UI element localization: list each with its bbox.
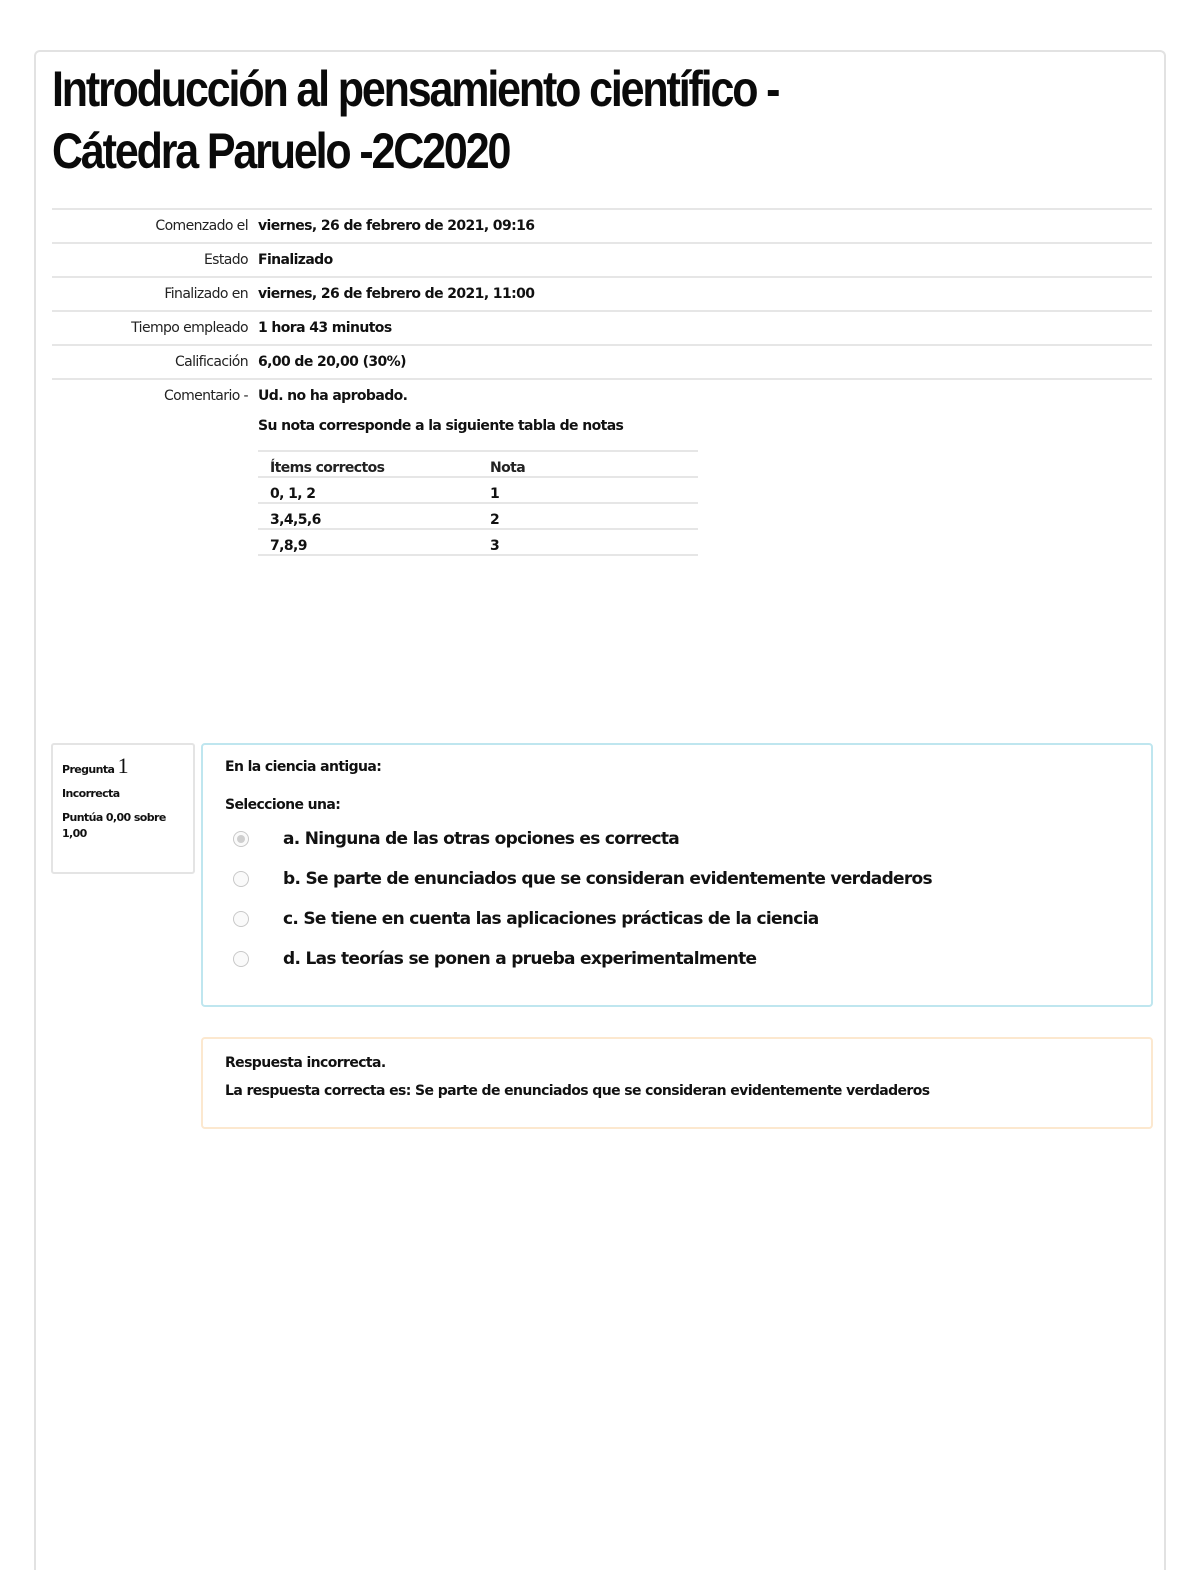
summary-value: 1 hora 43 minutos [258, 320, 392, 336]
answer-option-a[interactable] [225, 819, 1129, 859]
question-info-box [51, 743, 195, 874]
grade-scale-header: Nota [490, 460, 526, 476]
comment-line-intro: Su nota corresponde a la siguiente tabla de notas [258, 418, 624, 434]
grade-scale-table [258, 450, 698, 556]
question-grade: Puntúa 0,00 sobre 1,00 [62, 811, 166, 840]
summary-row-comment [52, 379, 1152, 592]
summary-label: Calificación [174, 354, 248, 370]
grade-scale-cell: 3,4,5,6 [270, 512, 321, 528]
question-number [62, 753, 184, 779]
grade-scale-cell: 2 [490, 512, 500, 528]
summary-row [52, 311, 1152, 345]
comment-content [256, 379, 1152, 592]
answer-option-label[interactable]: a. Ninguna de las otras opciones es correcta [283, 829, 680, 849]
radio-button-selected[interactable] [233, 831, 249, 847]
radio-button[interactable] [233, 951, 249, 967]
feedback-status: Respuesta incorrecta. [225, 1055, 386, 1071]
answer-option-label[interactable]: b. Se parte de enunciados que se consideran evidentemente verdaderos [283, 869, 932, 889]
answer-prompt: Seleccione una: [225, 797, 341, 813]
page-title: Introducción al pensamiento científico - Cátedra Paruelo -2C2020 [52, 61, 779, 179]
answer-option-label[interactable]: c. Se tiene en cuenta las aplicaciones prácticas de la ciencia [283, 909, 819, 929]
feedback-box [201, 1037, 1153, 1129]
question-content-box [201, 743, 1153, 1007]
summary-value: viernes, 26 de febrero de 2021, 09:16 [258, 218, 535, 234]
summary-value: viernes, 26 de febrero de 2021, 11:00 [258, 286, 535, 302]
summary-value: Finalizado [258, 252, 333, 268]
grade-scale-row [258, 503, 698, 529]
summary-row [52, 209, 1152, 243]
grade-scale-header-row [258, 451, 698, 477]
grade-scale-row [258, 529, 698, 555]
summary-label: Finalizado en [164, 286, 248, 302]
summary-row [52, 345, 1152, 379]
summary-row [52, 277, 1152, 311]
grade-scale-cell: 7,8,9 [270, 538, 307, 554]
summary-label: Comenzado el [155, 218, 248, 234]
grade-scale-cell: 1 [490, 486, 500, 502]
question-text: En la ciencia antigua: [225, 759, 382, 775]
summary-value: 6,00 de 20,00 (30%) [258, 354, 406, 370]
summary-label: Tiempo empleado [131, 320, 248, 336]
comment-line-result: Ud. no ha aprobado. [258, 388, 408, 404]
feedback-correct-answer: La respuesta correcta es: Se parte de enunciados que se consideran evidentemente verdaderos [225, 1083, 930, 1099]
question-label: Pregunta [62, 763, 115, 776]
summary-label: Estado [203, 252, 248, 268]
grade-scale-header: Ítems correctos [270, 460, 385, 476]
answer-option-b[interactable] [225, 859, 1129, 899]
question-state: Incorrecta [62, 787, 120, 800]
comment-label: Comentario - [163, 388, 248, 404]
grade-scale-cell: 0, 1, 2 [270, 486, 316, 502]
answer-option-label[interactable]: d. Las teorías se ponen a prueba experimentalmente [283, 949, 757, 969]
summary-row [52, 243, 1152, 277]
quiz-summary-table [52, 208, 1152, 592]
answer-option-c[interactable] [225, 899, 1129, 939]
radio-button[interactable] [233, 871, 249, 887]
question-number-value: 1 [117, 753, 128, 778]
radio-button[interactable] [233, 911, 249, 927]
grade-scale-row [258, 477, 698, 503]
grade-scale-cell: 3 [490, 538, 500, 554]
answer-option-d[interactable] [225, 939, 1129, 979]
